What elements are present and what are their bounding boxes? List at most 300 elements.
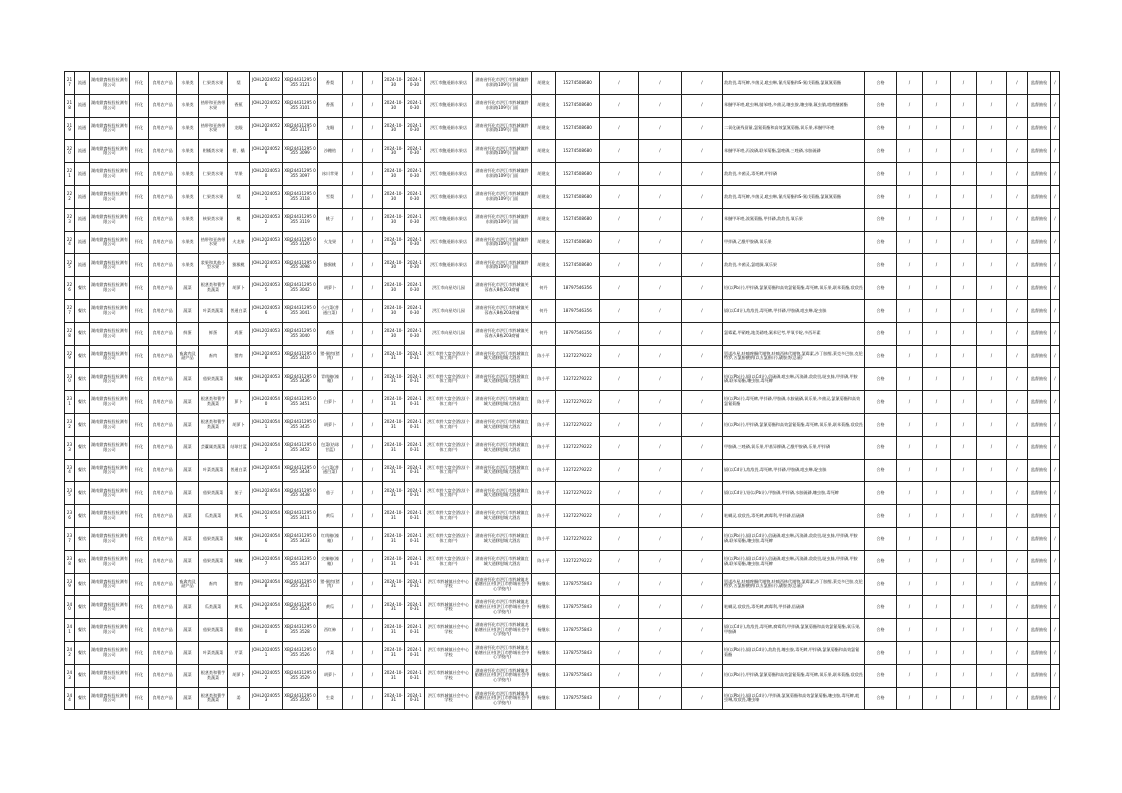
- table-cell: /: [600, 140, 639, 163]
- table-cell: 合格: [865, 185, 897, 208]
- table-cell: /: [682, 459, 723, 482]
- table-cell: 2024-10-31: [383, 641, 405, 664]
- table-cell: JOHL20240537: [250, 322, 283, 345]
- table-cell: /: [923, 482, 951, 505]
- table-cell: /: [1051, 596, 1060, 619]
- table-cell: /: [1051, 687, 1060, 710]
- table-cell: 苹果: [228, 163, 250, 186]
- table-cell: /: [1007, 163, 1028, 186]
- table-cell: 15274508680: [556, 94, 600, 117]
- table-cell: 湖南省怀化市洪江市黔城镇芙蓉春天8栋203商铺: [473, 277, 532, 300]
- table-cell: 鸡蛋: [228, 322, 250, 345]
- table-cell: JOHL20240548: [250, 573, 283, 596]
- table-cell: 洪江市黔大富会酒店(个体工商户): [425, 345, 473, 368]
- table-cell: 哒螨灵,敌敌畏,毒死蜱,腐霉利,甲拌磷,倍硫磷: [723, 505, 865, 528]
- table-cell: 监督抽检: [1028, 641, 1051, 664]
- table-row: [65, 573, 1060, 596]
- table-row: [65, 185, 1060, 208]
- table-cell: /: [977, 687, 1007, 710]
- table-cell: 怀化: [130, 117, 149, 140]
- table-cell: 2024-10-31: [405, 459, 425, 482]
- table-cell: 水果类: [177, 185, 199, 208]
- table-cell: 怀化: [130, 140, 149, 163]
- table-cell: 鲜蛋: [199, 322, 228, 345]
- table-cell: XBJ24431295 0355 3451: [283, 391, 318, 414]
- table-cell: 合格: [865, 391, 897, 414]
- table-cell: 辣椒: [228, 368, 250, 391]
- table-cell: 湖南省怀化市洪江市黔城镇龙船塘社区村(洪江市黔城社会中心学校内): [473, 641, 532, 664]
- table-cell: /: [343, 163, 363, 186]
- table-cell: 合格: [865, 163, 897, 186]
- table-cell: 叶菜类蔬菜: [199, 299, 228, 322]
- table-cell: 桃: [228, 208, 250, 231]
- table-cell: 湖南省怀化市洪江市黔城镇宜城大道移慰城大酒店: [473, 436, 532, 459]
- table-cell: 219: [65, 117, 75, 140]
- table-cell: /: [639, 208, 682, 231]
- table-cell: 2024-10-31: [383, 550, 405, 573]
- table-cell: /: [923, 208, 951, 231]
- table-cell: 218: [65, 94, 75, 117]
- table-cell: /: [363, 527, 383, 550]
- table-cell: /: [1051, 573, 1060, 596]
- table-cell: 陈小平: [532, 391, 556, 414]
- table-cell: 胡建友: [532, 117, 556, 140]
- table-cell: 13787575843: [556, 641, 600, 664]
- table-cell: 226: [65, 277, 75, 300]
- table-cell: /: [897, 231, 923, 254]
- table-cell: JOHL20240540: [250, 391, 283, 414]
- table-cell: 湖南省怀化市洪江市黔城镇黔东街路109号门面: [473, 163, 532, 186]
- table-cell: /: [977, 117, 1007, 140]
- table-cell: 叶菜类蔬菜: [199, 459, 228, 482]
- table-row: [65, 140, 1060, 163]
- table-cell: /: [1051, 208, 1060, 231]
- table-cell: 洪江市黔城镇社会中心学校: [425, 619, 473, 642]
- table-cell: 2024-10-31: [405, 391, 425, 414]
- table-cell: 监督抽检: [1028, 550, 1051, 573]
- table-cell: 合格: [865, 619, 897, 642]
- table-cell: 怀化: [130, 277, 149, 300]
- table-cell: 湖南省怀化市洪江市黔城镇黔东街路109号门面: [473, 254, 532, 277]
- table-cell: 合格: [865, 345, 897, 368]
- table-cell: 湖南鼎寰检验检测有限公司: [90, 72, 130, 95]
- table-cell: 陈小平: [532, 527, 556, 550]
- table-cell: XBJ24431295 0355 3120: [283, 231, 318, 254]
- table-cell: 湖南鼎寰检验检测有限公司: [90, 231, 130, 254]
- table-cell: /: [682, 368, 723, 391]
- inspection-results-sheet: [64, 71, 1060, 710]
- table-cell: /: [897, 140, 923, 163]
- table-cell: 茄果类蔬菜: [199, 619, 228, 642]
- table-cell: 流通: [75, 163, 90, 186]
- table-cell: 怀化: [130, 231, 149, 254]
- table-cell: 水果类: [177, 254, 199, 277]
- table-cell: 13272279222: [556, 413, 600, 436]
- table-cell: 杨继东: [532, 619, 556, 642]
- table-cell: 239: [65, 573, 75, 596]
- table-cell: /: [639, 687, 682, 710]
- table-cell: /: [639, 527, 682, 550]
- table-cell: /: [1051, 436, 1060, 459]
- table-cell: /: [343, 664, 363, 687]
- table-cell: /: [951, 550, 977, 573]
- table-cell: 洪江市鲍遥娟水果店: [425, 231, 473, 254]
- table-cell: 辣椒: [228, 550, 250, 573]
- table-cell: 湖南省怀化市洪江市黔城镇宜城大道移慰城大酒店: [473, 459, 532, 482]
- table-cell: 湖南省怀化市洪江市黔城镇宜城大道移慰城大酒店: [473, 505, 532, 528]
- table-cell: /: [1007, 368, 1028, 391]
- table-cell: /: [977, 482, 1007, 505]
- table-cell: 洪江市黔大富会酒店(个体工商户): [425, 413, 473, 436]
- table-cell: 2024-10-31: [405, 345, 425, 368]
- table-cell: 洪江市黔大富会酒店(个体工商户): [425, 368, 473, 391]
- table-cell: /: [977, 208, 1007, 231]
- table-cell: 胡萝卜: [318, 664, 343, 687]
- table-cell: JOHL20240536: [250, 299, 283, 322]
- table-cell: 2024-10-30: [405, 231, 425, 254]
- table-cell: 18797546356: [556, 277, 600, 300]
- table-cell: /: [343, 368, 363, 391]
- table-cell: /: [639, 299, 682, 322]
- table-cell: /: [951, 94, 977, 117]
- table-cell: /: [1007, 299, 1028, 322]
- table-row: [65, 505, 1060, 528]
- table-cell: 合格: [865, 596, 897, 619]
- table-cell: 畜禽肉及副产品: [177, 345, 199, 368]
- table-cell: /: [1051, 254, 1060, 277]
- table-cell: 湖南鼎寰检验检测有限公司: [90, 413, 130, 436]
- table-cell: 食用农产品: [149, 573, 177, 596]
- table-cell: /: [343, 687, 363, 710]
- table-cell: 合格: [865, 550, 897, 573]
- table-cell: 陈小平: [532, 345, 556, 368]
- table-cell: 怀化: [130, 573, 149, 596]
- table-cell: /: [951, 459, 977, 482]
- table-cell: XBJ24431295 0355 3097: [283, 163, 318, 186]
- table-cell: 普通白菜: [228, 459, 250, 482]
- table-row: [65, 368, 1060, 391]
- table-cell: 畜肉: [199, 573, 228, 596]
- table-cell: 2024-10-31: [383, 413, 405, 436]
- table-row: [65, 436, 1060, 459]
- table-cell: JOHL20240549: [250, 596, 283, 619]
- table-cell: 镉(以Cd计),敌敌畏,毒死蜱,甲拌磷,甲胺磷,吡虫啉,啶虫脒: [723, 459, 865, 482]
- table-cell: 怀化: [130, 550, 149, 573]
- table-cell: 胡萝卜: [228, 664, 250, 687]
- table-cell: /: [682, 596, 723, 619]
- table-cell: 合格: [865, 117, 897, 140]
- table-cell: 芹菜: [318, 641, 343, 664]
- table-cell: /: [977, 299, 1007, 322]
- table-cell: 食用农产品: [149, 641, 177, 664]
- table-row: [65, 231, 1060, 254]
- table-cell: 餐饮: [75, 459, 90, 482]
- table-cell: 茄子: [318, 482, 343, 505]
- table-cell: 食用农产品: [149, 231, 177, 254]
- table-cell: 梨: [228, 72, 250, 95]
- table-cell: 餐饮: [75, 619, 90, 642]
- table-cell: /: [951, 527, 977, 550]
- table-cell: 13787575843: [556, 664, 600, 687]
- table-cell: 湖南鼎寰检验检测有限公司: [90, 391, 130, 414]
- table-cell: 怀化: [130, 391, 149, 414]
- table-cell: JOHL20240547: [250, 550, 283, 573]
- table-cell: 234: [65, 459, 75, 482]
- table-cell: 西红柿: [318, 619, 343, 642]
- table-cell: /: [923, 140, 951, 163]
- table-cell: 监督抽检: [1028, 368, 1051, 391]
- table-cell: 湖南鼎寰检验检测有限公司: [90, 664, 130, 687]
- table-cell: 餐饮: [75, 391, 90, 414]
- table-cell: 包菜(结球甘蓝): [318, 436, 343, 459]
- table-cell: /: [639, 436, 682, 459]
- table-cell: 2024-10-31: [383, 619, 405, 642]
- table-cell: 火龙果: [228, 231, 250, 254]
- table-cell: 洪江市黔大富会酒店(个体工商户): [425, 527, 473, 550]
- table-cell: 合格: [865, 322, 897, 345]
- table-cell: XBJ24431295 0355 3411: [283, 505, 318, 528]
- table-cell: 氯霉素,甲硝唑,地美硝唑,氟苯尼考,甲氧苄啶,多西环素: [723, 322, 865, 345]
- table-cell: 蔬菜: [177, 641, 199, 664]
- table-cell: JOHL20240545: [250, 505, 283, 528]
- table-cell: 湖南鼎寰检验检测有限公司: [90, 163, 130, 186]
- table-cell: 监督抽检: [1028, 277, 1051, 300]
- table-cell: /: [977, 596, 1007, 619]
- table-cell: /: [600, 619, 639, 642]
- table-cell: 2024-10-30: [383, 231, 405, 254]
- table-cell: XBJ24431295 0355 3550: [283, 687, 318, 710]
- table-cell: 湖南省怀化市洪江市黔城镇宜城大道移慰城大酒店: [473, 345, 532, 368]
- table-cell: /: [600, 664, 639, 687]
- table-cell: 227: [65, 299, 75, 322]
- table-cell: 食用农产品: [149, 391, 177, 414]
- table-cell: 番茄: [228, 619, 250, 642]
- table-cell: XBJ24431295 0355 3437: [283, 550, 318, 573]
- table-cell: /: [951, 391, 977, 414]
- table-cell: 监督抽检: [1028, 299, 1051, 322]
- table-row: [65, 322, 1060, 345]
- table-cell: /: [343, 413, 363, 436]
- table-cell: 怀化: [130, 94, 149, 117]
- table-cell: /: [977, 254, 1007, 277]
- table-cell: 怀化: [130, 208, 149, 231]
- table-cell: 2024-10-31: [383, 527, 405, 550]
- table-cell: /: [951, 436, 977, 459]
- table-cell: 苯醚甲环唑,吡虫啉,腈苯唑,多菌灵,噻虫胺,噻虫嗪,氟虫腈,吡唑醚菌酯: [723, 94, 865, 117]
- table-cell: XBJ24431295 0355 3529: [283, 664, 318, 687]
- table-cell: 洪江市黔城镇社会中心学校: [425, 573, 473, 596]
- table-cell: /: [639, 664, 682, 687]
- table-cell: /: [363, 117, 383, 140]
- table-cell: 224: [65, 231, 75, 254]
- table-cell: 怀化: [130, 322, 149, 345]
- table-cell: /: [600, 254, 639, 277]
- table-cell: /: [343, 185, 363, 208]
- table-cell: 姜: [228, 687, 250, 710]
- table-cell: /: [923, 117, 951, 140]
- table-cell: 怀化: [130, 482, 149, 505]
- table-cell: XBJ24431295 0355 3042: [283, 277, 318, 300]
- table-cell: /: [951, 117, 977, 140]
- table-cell: 洪江市鲍遥娟水果店: [425, 208, 473, 231]
- table-cell: /: [897, 368, 923, 391]
- table-cell: XBJ24431295 0355 3118: [283, 185, 318, 208]
- table-cell: 流通: [75, 140, 90, 163]
- table-cell: /: [600, 185, 639, 208]
- table-cell: /: [1007, 277, 1028, 300]
- table-cell: 湖南鼎寰检验检测有限公司: [90, 185, 130, 208]
- table-cell: JOHL20240533: [250, 231, 283, 254]
- table-cell: 湖南鼎寰检验检测有限公司: [90, 345, 130, 368]
- table-cell: /: [1051, 163, 1060, 186]
- table-cell: /: [923, 505, 951, 528]
- table-cell: /: [600, 277, 639, 300]
- table-cell: XBJ24431295 0355 3436: [283, 368, 318, 391]
- table-cell: JOHL20240526: [250, 72, 283, 95]
- table-cell: 2024-10-31: [383, 368, 405, 391]
- table-cell: XBJ24431295 0355 3121: [283, 72, 318, 95]
- table-cell: 蔬菜: [177, 505, 199, 528]
- table-cell: 洪江市鲍遥娟水果店: [425, 185, 473, 208]
- table-cell: 228: [65, 322, 75, 345]
- table-cell: 2024-10-30: [405, 322, 425, 345]
- table-cell: 合格: [865, 140, 897, 163]
- table-cell: /: [1007, 573, 1028, 596]
- table-cell: 流通: [75, 185, 90, 208]
- table-cell: 餐饮: [75, 482, 90, 505]
- table-cell: /: [363, 641, 383, 664]
- table-cell: 蔬菜: [177, 619, 199, 642]
- table-cell: 2024-10-30: [383, 163, 405, 186]
- table-cell: 监督抽检: [1028, 436, 1051, 459]
- table-cell: 沙糖桔: [318, 140, 343, 163]
- table-cell: XBJ24431295 0355 3098: [283, 254, 318, 277]
- table-cell: /: [600, 208, 639, 231]
- table-cell: 监督抽检: [1028, 573, 1051, 596]
- table-cell: XBJ24431295 0355 3101: [283, 94, 318, 117]
- table-cell: 合格: [865, 299, 897, 322]
- table-cell: /: [1051, 641, 1060, 664]
- table-cell: 胡建友: [532, 94, 556, 117]
- table-cell: 合格: [865, 482, 897, 505]
- table-cell: 雪梨: [318, 185, 343, 208]
- table-body: [65, 72, 1060, 710]
- table-cell: 根茎类和薯芋类蔬菜: [199, 687, 228, 710]
- table-cell: /: [1007, 687, 1028, 710]
- table-cell: /: [600, 505, 639, 528]
- table-cell: 怀化: [130, 185, 149, 208]
- table-cell: /: [639, 391, 682, 414]
- table-cell: 热带和亚热带水果: [199, 117, 228, 140]
- table-cell: /: [363, 368, 383, 391]
- table-cell: 黄瓜: [318, 505, 343, 528]
- table-cell: 敌敌畏,多菌灵,氯吡脲,氧乐果: [723, 254, 865, 277]
- table-cell: /: [639, 94, 682, 117]
- table-cell: /: [639, 345, 682, 368]
- table-cell: 2024-10-31: [405, 573, 425, 596]
- table-cell: 食用农产品: [149, 596, 177, 619]
- table-cell: 洪江市鲍遥娟水果店: [425, 254, 473, 277]
- table-cell: 监督抽检: [1028, 345, 1051, 368]
- table-cell: 合格: [865, 254, 897, 277]
- table-cell: /: [1051, 72, 1060, 95]
- table-cell: 茄果类蔬菜: [199, 527, 228, 550]
- table-cell: /: [923, 322, 951, 345]
- table-cell: 242: [65, 641, 75, 664]
- table-cell: 陈小平: [532, 459, 556, 482]
- table-cell: /: [682, 163, 723, 186]
- table-cell: 217: [65, 72, 75, 95]
- table-cell: 蔬菜: [177, 596, 199, 619]
- table-cell: /: [682, 185, 723, 208]
- table-cell: /: [923, 391, 951, 414]
- inspection-results-table: [64, 71, 1060, 710]
- table-cell: /: [923, 277, 951, 300]
- table-cell: 红线椒(辣椒): [318, 527, 343, 550]
- table-cell: 合格: [865, 664, 897, 687]
- table-cell: 18797546356: [556, 322, 600, 345]
- table-cell: /: [977, 94, 1007, 117]
- table-cell: 监督抽检: [1028, 459, 1051, 482]
- table-cell: /: [1051, 550, 1060, 573]
- table-cell: 猪肉: [228, 573, 250, 596]
- table-cell: 洪江市黔大富会酒店(个体工商户): [425, 550, 473, 573]
- table-cell: 镉(以Cd计),敌敌畏,毒死蜱,腐霉利,甲拌磷,氯氰菊酯和高效氯氰菊酯,氧乐果,甲胺磷: [723, 619, 865, 642]
- table-cell: 13787575843: [556, 687, 600, 710]
- table-cell: /: [639, 505, 682, 528]
- table-cell: 湖南鼎寰检验检测有限公司: [90, 436, 130, 459]
- table-cell: 食用农产品: [149, 185, 177, 208]
- table-cell: /: [1051, 413, 1060, 436]
- table-cell: /: [639, 596, 682, 619]
- table-cell: /: [639, 117, 682, 140]
- table-cell: 怀化: [130, 664, 149, 687]
- table-cell: /: [897, 619, 923, 642]
- table-row: [65, 391, 1060, 414]
- table-cell: 普通白菜: [228, 299, 250, 322]
- table-cell: 畜肉: [199, 345, 228, 368]
- table-cell: /: [343, 299, 363, 322]
- table-cell: 怀化: [130, 299, 149, 322]
- table-cell: /: [600, 527, 639, 550]
- table-cell: 餐饮: [75, 299, 90, 322]
- table-cell: 237: [65, 527, 75, 550]
- table-cell: /: [639, 185, 682, 208]
- table-cell: 湖南省怀化市洪江市黔城镇宜城大道移慰城大酒店: [473, 550, 532, 573]
- table-cell: 哒螨灵,敌敌畏,毒死蜱,腐霉利,甲拌磷,倍硫磷: [723, 596, 865, 619]
- table-cell: 13787575843: [556, 619, 600, 642]
- table-cell: 苯醚甲环唑,丙溴磷,联苯菊酯,氯唑磷,三唑磷,水胺硫磷: [723, 140, 865, 163]
- table-cell: /: [363, 391, 383, 414]
- table-cell: 怀化: [130, 619, 149, 642]
- table-cell: /: [363, 436, 383, 459]
- table-cell: 2024-10-31: [405, 413, 425, 436]
- table-cell: /: [897, 117, 923, 140]
- table-cell: 235: [65, 482, 75, 505]
- table-cell: 湖南省怀化市洪江市黔城镇龙船塘社区村(洪江市黔城社会中心学校内): [473, 664, 532, 687]
- table-cell: /: [923, 185, 951, 208]
- table-cell: 陈小平: [532, 413, 556, 436]
- table-cell: 2024-10-30: [405, 94, 425, 117]
- table-cell: 18797546356: [556, 299, 600, 322]
- table-cell: /: [977, 368, 1007, 391]
- table-cell: JOHL20240539: [250, 368, 283, 391]
- table-cell: /: [682, 641, 723, 664]
- table-cell: /: [363, 277, 383, 300]
- table-cell: /: [1051, 277, 1060, 300]
- table-cell: 餐饮: [75, 550, 90, 573]
- table-cell: 怀化: [130, 163, 149, 186]
